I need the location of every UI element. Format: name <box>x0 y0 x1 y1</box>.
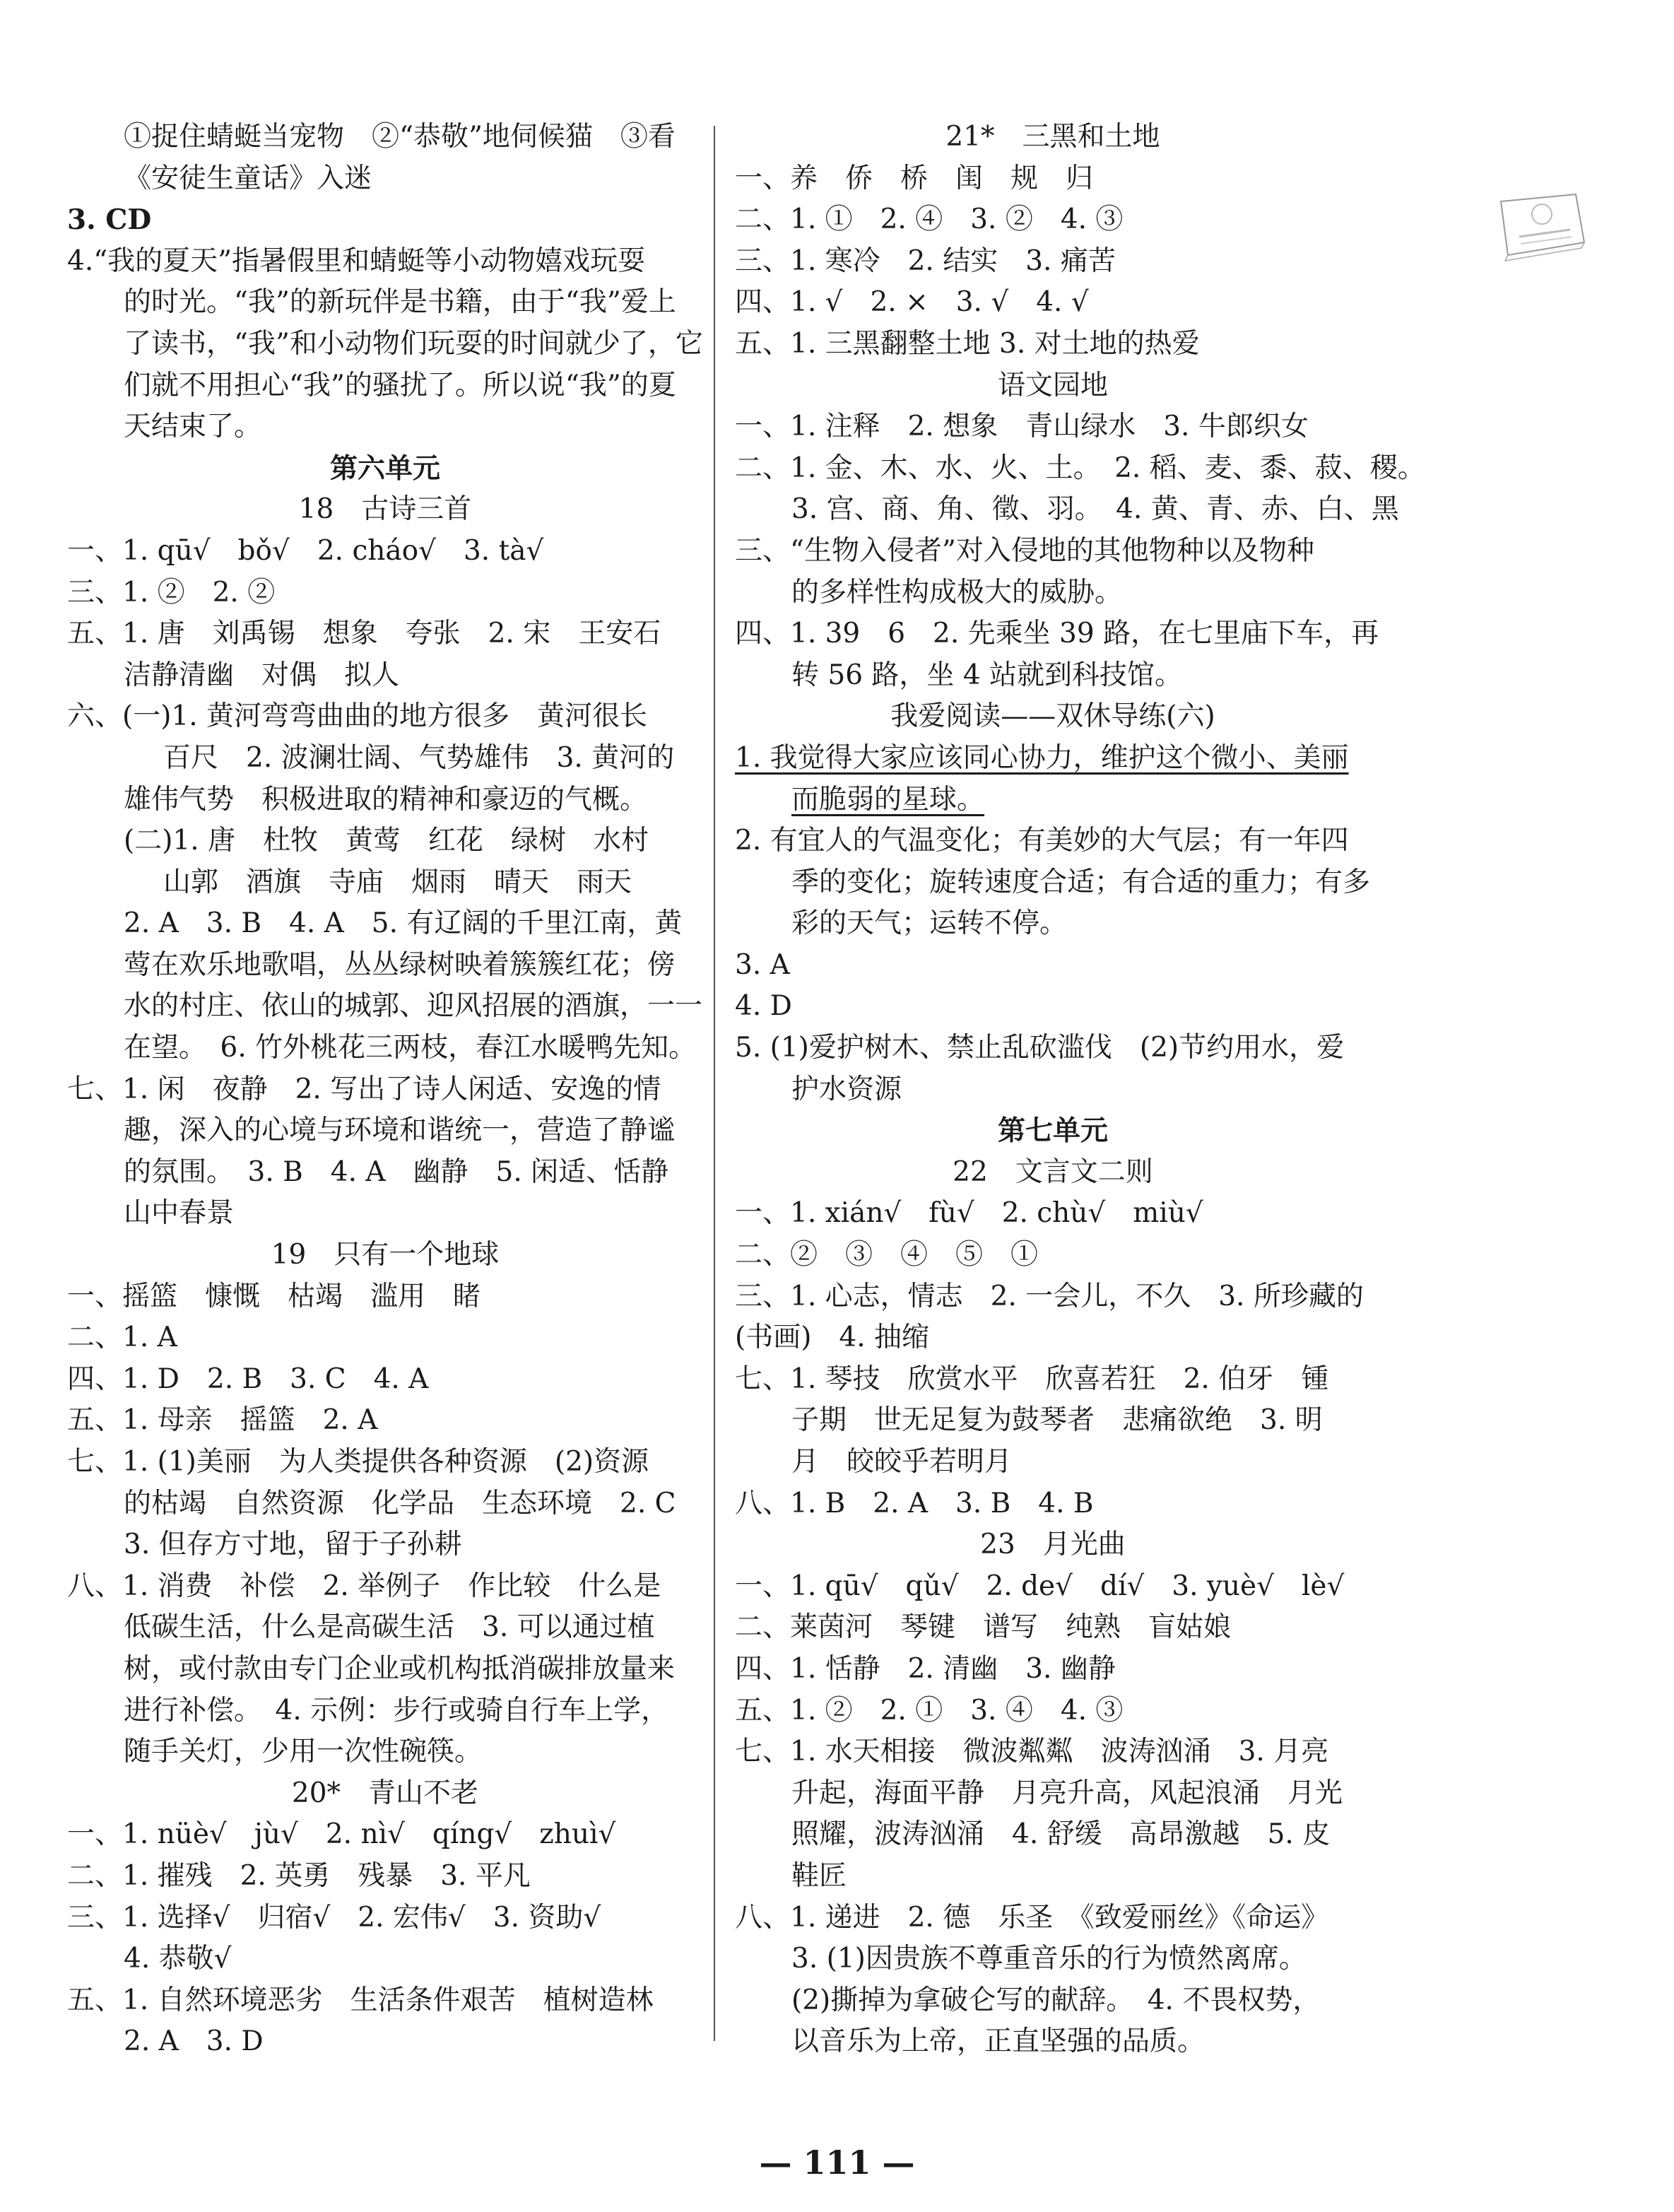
answer-line: 六、(一)1. 黄河弯弯曲曲的地方很多 黄河很长 <box>67 700 648 733</box>
answer-line: 季的变化；旋转速度合适；有合适的重力；有多 <box>791 866 1371 898</box>
answer-line: 子期 世无足复为鼓琴者 悲痛欲绝 3. 明 <box>791 1404 1323 1437</box>
answer-line: 洁静清幽 对偶 拟人 <box>124 659 400 691</box>
answer-line: 三、1. 心志，情志 2. 一会儿，不久 3. 所珍藏的 <box>735 1280 1364 1312</box>
answer-line: 三、1. ② 2. ② <box>67 576 276 608</box>
answer-line: (书画) 4. 抽缩 <box>735 1322 930 1354</box>
answer-line: 2. 有宜人的气温变化；有美妙的大气层；有一年四 <box>735 825 1349 857</box>
answer-line: 的时光。“我”的新玩伴是书籍，由于“我”爱上 <box>124 286 676 319</box>
answer-line: 5. (1)爱护树木、禁止乱砍滥伐 (2)节约用水，爱 <box>735 1032 1345 1064</box>
answer-line: 四、1. 恬静 2. 清幽 3. 幽静 <box>735 1652 1116 1685</box>
section-heading: 我爱阅读——双休导练(六) <box>890 700 1215 733</box>
answer-line: 一、1. xián√ fù√ 2. chù√ miù√ <box>735 1197 1203 1230</box>
section-heading: 第七单元 <box>997 1114 1108 1148</box>
answer-line: 升起，海面平静 月亮升高，风起浪涌 月光 <box>791 1777 1343 1809</box>
answer-line: 一、1. qū√ qǔ√ 2. de√ dí√ 3. yuè√ lè√ <box>735 1570 1345 1602</box>
answer-line: 八、1. 消费 补偿 2. 举例子 作比较 什么是 <box>67 1570 661 1602</box>
stamp-logo-icon <box>1492 187 1591 265</box>
answer-line: 一、1. qū√ bǒ√ 2. cháo√ 3. tà√ <box>67 534 544 567</box>
answer-line: 4. 恭敬√ <box>124 1943 232 1975</box>
answer-line: 七、1. 琴技 欣赏水平 欣喜若狂 2. 伯牙 锺 <box>735 1363 1329 1395</box>
section-heading: 20* 青山不老 <box>291 1777 479 1809</box>
section-heading: 18 古诗三首 <box>298 493 472 526</box>
answer-line: 水的村庄、依山的城郭、迎风招展的酒旗，一一 <box>124 990 703 1023</box>
answer-line: 二、1. 金、木、水、火、土。 2. 稻、麦、黍、菽、稷。 <box>735 452 1425 484</box>
answer-line: 一、1. 注释 2. 想象 青山绿水 3. 牛郎织女 <box>735 411 1309 443</box>
answer-line: 五、1. 三黑翻整土地 3. 对土地的热爱 <box>735 327 1200 360</box>
column-divider <box>714 126 715 2041</box>
answer-line: 八、1. 递进 2. 德 乐圣 《致爱丽丝》《命运》 <box>735 1901 1329 1934</box>
answer-line: 四、1. 39 6 2. 先乘坐 39 路，在七里庙下车，再 <box>735 618 1379 650</box>
answer-line: 了读书，“我”和小动物们玩耍的时间就少了，它 <box>124 327 703 360</box>
answer-line: 3. A <box>735 948 790 981</box>
answer-line: 五、1. 唐 刘禹锡 想象 夸张 2. 宋 王安石 <box>67 618 661 650</box>
answer-line: 七、1. (1)美丽 为人类提供各种资源 (2)资源 <box>67 1446 649 1478</box>
answer-line: 鞋匠 <box>791 1859 847 1892</box>
answer-line: 二、莱茵河 琴键 谱写 纯熟 盲姑娘 <box>735 1611 1232 1644</box>
answer-line: 而脆弱的星球。 <box>791 783 985 816</box>
answer-line: 月 皎皎乎若明月 <box>791 1446 1013 1478</box>
answer-line: 五、1. 母亲 摇篮 2. A <box>67 1404 378 1437</box>
answer-line: 三、“生物入侵者”对入侵地的其他物种以及物种 <box>735 534 1314 567</box>
answer-line: 的多样性构成极大的威胁。 <box>791 576 1123 608</box>
answer-line: 《安徒生童话》入迷 <box>124 162 372 194</box>
answer-line: 一、摇篮 慷慨 枯竭 滥用 睹 <box>67 1280 481 1312</box>
answer-line: 低碳生活，什么是高碳生活 3. 可以通过植 <box>124 1611 655 1644</box>
answer-line: 五、1. 自然环境恶劣 生活条件艰苦 植树造林 <box>67 1984 654 2016</box>
answer-line: 山郭 酒旗 寺庙 烟雨 晴天 雨天 <box>163 866 632 898</box>
answer-line: 五、1. ② 2. ① 3. ④ 4. ③ <box>735 1694 1124 1726</box>
answer-line: 四、1. D 2. B 3. C 4. A <box>67 1363 429 1395</box>
left-column <box>67 117 703 2063</box>
answer-line: 进行补偿。 4. 示例：步行或骑自行车上学， <box>124 1694 669 1726</box>
answer-line: (2)撕掉为拿破仑写的献辞。 4. 不畏权势， <box>791 1984 1321 2016</box>
answer-line: (二)1. 唐 杜牧 黄莺 红花 绿树 水村 <box>124 825 649 857</box>
answer-line: 3. 但存方寸地，留于子孙耕 <box>124 1529 462 1561</box>
answer-line: 的氛围。 3. B 4. A 幽静 5. 闲适、恬静 <box>124 1155 669 1188</box>
answer-line: 3. (1)因贵族不尊重音乐的行为愤然离席。 <box>791 1943 1307 1975</box>
answer-line: 4.“我的夏天”指暑假里和蜻蜓等小动物嬉戏玩耍 <box>67 245 646 277</box>
answer-line: 三、1. 选择√ 归宿√ 2. 宏伟√ 3. 资助√ <box>67 1901 601 1934</box>
answer-line: 二、1. A <box>67 1322 177 1354</box>
answer-line: 护水资源 <box>791 1073 902 1105</box>
section-heading: 19 只有一个地球 <box>271 1239 500 1271</box>
answer-line: 百尺 2. 波澜壮阔、气势雄伟 3. 黄河的 <box>163 741 675 774</box>
answer-line: 一、养 侨 桥 闺 规 归 <box>735 162 1094 194</box>
answer-line: 四、1. √ 2. × 3. √ 4. √ <box>735 286 1089 319</box>
section-heading: 21* 三黑和土地 <box>945 121 1160 153</box>
answer-line: 七、1. 水天相接 微波粼粼 波涛汹涌 3. 月亮 <box>735 1736 1329 1768</box>
section-heading: 第六单元 <box>329 452 440 485</box>
answer-line: 树，或付款由专门企业或机构抵消碳排放量来 <box>124 1652 676 1685</box>
answer-line: 的枯竭 自然资源 化学品 生态环境 2. C <box>124 1487 676 1519</box>
answer-line: 彩的天气；运转不停。 <box>791 907 1068 940</box>
answer-line: 一、1. nüè√ jù√ 2. nì√ qíng√ zhuì√ <box>67 1818 616 1851</box>
answer-line: 莺在欢乐地歌唱，丛丛绿树映着簇簇红花；傍 <box>124 948 676 981</box>
answer-line: 三、1. 寒冷 2. 结实 3. 痛苦 <box>735 245 1116 277</box>
answer-line: 随手关灯，少用一次性碗筷。 <box>124 1736 483 1768</box>
answer-line: 2. A 3. B 4. A 5. 有辽阔的千里江南，黄 <box>124 907 683 940</box>
page-number: — 111 — <box>759 2143 915 2182</box>
answer-line: 3. CD <box>67 204 152 237</box>
answer-line: 们就不用担心“我”的骚扰了。所以说“我”的夏 <box>124 369 676 401</box>
answer-line: 八、1. B 2. A 3. B 4. B <box>735 1487 1094 1519</box>
answer-line: ①捉住蜻蜓当宠物 ②“恭敬”地伺候猫 ③看 <box>124 121 676 153</box>
section-heading: 23 月光曲 <box>980 1529 1126 1561</box>
answer-line: 转 56 路，坐 4 站就到科技馆。 <box>791 659 1183 691</box>
answer-line: 照耀，波涛汹涌 4. 舒缓 高昂激越 5. 皮 <box>791 1818 1331 1851</box>
answer-line: 1. 我觉得大家应该同心协力，维护这个微小、美丽 <box>735 741 1349 774</box>
right-column <box>735 117 1425 2063</box>
section-heading: 22 文言文二则 <box>953 1155 1153 1188</box>
section-heading: 语文园地 <box>997 369 1108 401</box>
answer-line: 雄伟气势 积极进取的精神和豪迈的气概。 <box>124 783 648 816</box>
answer-line: 4. D <box>735 990 792 1023</box>
answer-line: 二、1. 摧残 2. 英勇 残暴 3. 平凡 <box>67 1859 531 1892</box>
answer-line: 七、1. 闲 夜静 2. 写出了诗人闲适、安逸的情 <box>67 1073 661 1105</box>
answer-line: 3. 宫、商、角、徵、羽。 4. 黄、青、赤、白、黑 <box>791 493 1399 526</box>
answer-line: 天结束了。 <box>124 411 262 443</box>
answer-line: 2. A 3. D <box>124 2025 264 2058</box>
answer-line: 以音乐为上帝，正直坚强的品质。 <box>791 2025 1206 2058</box>
answer-line: 山中春景 <box>124 1197 235 1230</box>
answer-line: 二、② ③ ④ ⑤ ① <box>735 1239 1039 1271</box>
answer-line: 趣，深入的心境与环境和谐统一，营造了静谧 <box>124 1114 676 1147</box>
answer-line: 在望。 6. 竹外桃花三两枝，春江水暖鸭先知。 <box>124 1032 697 1064</box>
answer-line: 二、1. ① 2. ④ 3. ② 4. ③ <box>735 204 1124 236</box>
